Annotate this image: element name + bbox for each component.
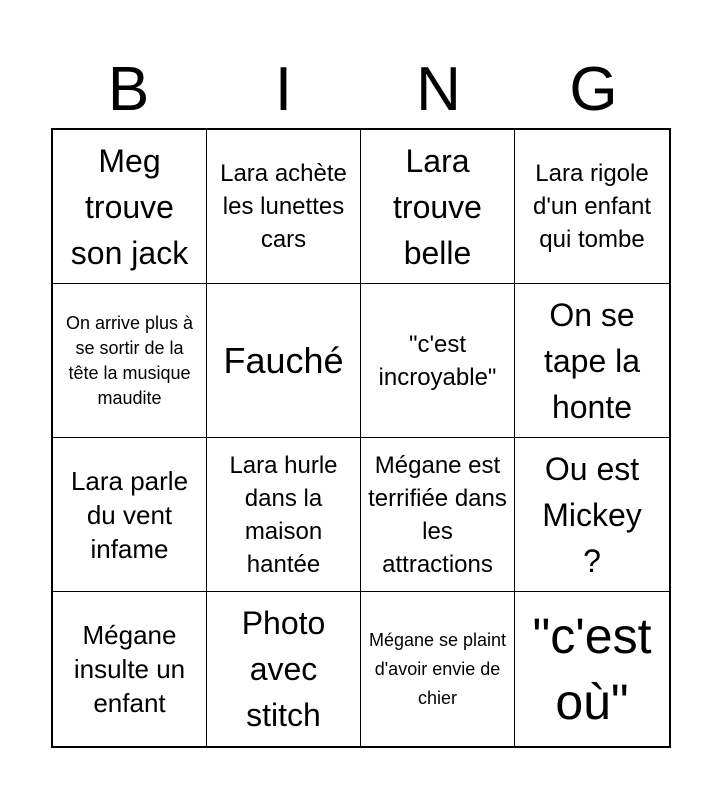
bingo-cell[interactable] bbox=[361, 130, 515, 284]
bingo-cell[interactable] bbox=[53, 130, 207, 284]
bingo-cell[interactable] bbox=[53, 438, 207, 592]
cell-text: Mégane se plaint d'avoir envie de chier bbox=[368, 629, 507, 708]
bingo-cell[interactable] bbox=[361, 592, 515, 746]
bingo-cell[interactable] bbox=[53, 592, 207, 746]
header-letter-g: G bbox=[569, 55, 618, 124]
bingo-cell[interactable] bbox=[207, 438, 361, 592]
cell-text: "c'est où" bbox=[532, 608, 652, 730]
bingo-cell[interactable] bbox=[361, 284, 515, 438]
bingo-cell[interactable] bbox=[515, 130, 669, 284]
bingo-cell[interactable] bbox=[515, 284, 669, 438]
header-letter-n: N bbox=[416, 55, 461, 124]
cell-text: Fauché bbox=[223, 339, 344, 381]
cell-text: Meg trouve son jack bbox=[70, 142, 189, 271]
cell-text: Lara rigole d'un enfant qui tombe bbox=[532, 160, 652, 253]
cell-text: Lara hurle dans la maison hantée bbox=[229, 451, 338, 578]
cell-text: Lara achète les lunettes cars bbox=[220, 160, 347, 253]
cell-text: Lara parle du vent infame bbox=[70, 465, 189, 564]
header-letter-b: B bbox=[107, 55, 150, 124]
cell-text: Photo avec stitch bbox=[241, 605, 326, 733]
bingo-cell[interactable] bbox=[207, 284, 361, 438]
cell-text: Mégane insulte un enfant bbox=[73, 620, 186, 718]
bingo-cell[interactable] bbox=[207, 130, 361, 284]
cell-text: On arrive plus à se sortir de la tête la musique maudite bbox=[65, 312, 194, 408]
bingo-cell[interactable] bbox=[53, 284, 207, 438]
bingo-header bbox=[51, 52, 671, 128]
bingo-cell[interactable] bbox=[515, 438, 669, 592]
bingo-grid bbox=[51, 128, 671, 748]
bingo-cell[interactable] bbox=[515, 592, 669, 746]
cell-text: "c'est incroyable" bbox=[378, 330, 497, 391]
cell-text: Ou est Mickey ? bbox=[542, 450, 642, 579]
header-letter-i: I bbox=[274, 55, 293, 124]
cell-text: Mégane est terrifiée dans les attractions bbox=[368, 451, 507, 578]
bingo-cell[interactable] bbox=[207, 592, 361, 746]
cell-text: Lara trouve belle bbox=[393, 142, 482, 271]
bingo-cell[interactable] bbox=[361, 438, 515, 592]
cell-text: On se tape la honte bbox=[543, 296, 641, 425]
